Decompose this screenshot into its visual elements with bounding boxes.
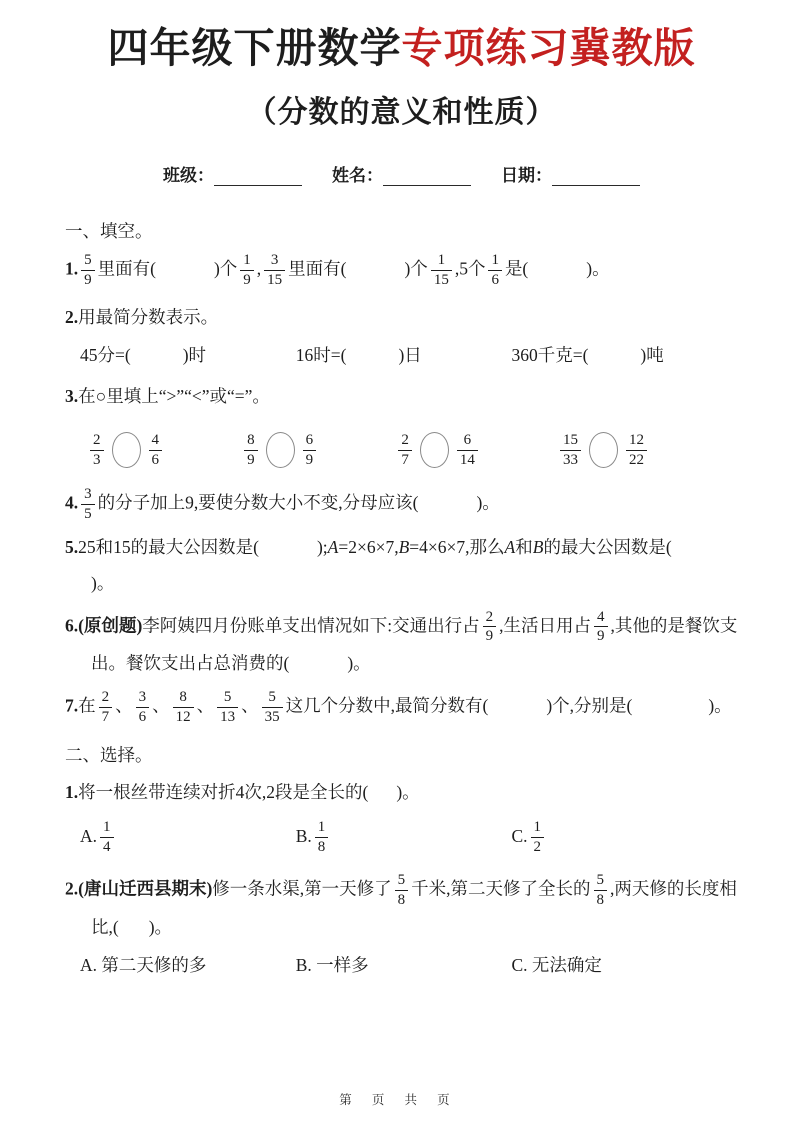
denominator: 35 — [262, 707, 283, 727]
numerator: 2 — [101, 688, 110, 705]
numerator: 5 — [397, 872, 406, 889]
numerator: 5 — [84, 252, 92, 269]
fraction — [594, 871, 608, 910]
numerator: 12 — [628, 432, 644, 449]
row-item: 45分=( )时 — [80, 344, 207, 365]
numerator: 4 — [151, 432, 159, 449]
fraction — [81, 251, 95, 290]
row-item: C. 无法确定 — [511, 954, 602, 975]
denominator: 9 — [81, 270, 95, 290]
page-title — [65, 24, 738, 73]
fraction — [560, 431, 581, 470]
question-s1-2: 2.用最简分数表示。 — [65, 306, 219, 327]
row-item — [395, 425, 481, 475]
question-s1-7: 7.在 $\frac{2}{7}$ 、 $\frac{3}{6}$ 、 $\frac{8}{12}$ 、 $\frac{5}{13}$ 、 $\frac{5}{35}$ 这几个分数中,最简分数有( )个,分别是( )。 — [65, 688, 732, 725]
denominator: 8 — [395, 890, 409, 910]
fraction — [626, 431, 647, 470]
section-1-heading: 一、填空。 — [65, 221, 153, 242]
numerator: 15 — [562, 432, 578, 449]
row-item: A. 第二天修的多 — [80, 954, 207, 975]
numerator: 5 — [223, 688, 232, 705]
italic-variable: A — [327, 536, 339, 557]
numerator: 2 — [485, 608, 494, 625]
denominator: 3 — [90, 450, 104, 470]
row-item: B. $\frac{1}{8}$ — [296, 813, 512, 861]
numerator: 2 — [93, 432, 101, 449]
fraction — [531, 818, 545, 857]
italic-variable: A — [504, 536, 516, 557]
fraction — [483, 608, 497, 647]
student-info-row — [65, 161, 738, 186]
denominator: 9 — [594, 626, 608, 646]
fraction — [244, 431, 258, 470]
denominator: 12 — [173, 707, 194, 727]
numerator: 1 — [491, 252, 499, 269]
row-item: C. $\frac{1}{2}$ — [511, 813, 738, 861]
denominator: 4 — [100, 837, 114, 857]
denominator: 6 — [136, 707, 150, 727]
bold-text: 3. — [65, 386, 79, 407]
question-s1-6: 6.(原创题)李阿姨四月份账单支出情况如下:交通出行占 $\frac{2}{9}$ ,生活日用占 $\frac{4}{9}$ ,其他的是餐饮支出。餐饮支出占总消费的( )。 — [65, 608, 738, 674]
italic-variable: B — [532, 536, 544, 557]
write-in-line — [214, 167, 302, 186]
page-footer: 第 页 共 页 — [339, 1093, 454, 1107]
question-s2-2: 2.(唐山迁西县期末)修一条水渠,第一天修了 $\frac{5}{8}$ 千米,第二天修了全长的 $\frac{5}{8}$ ,两天修的长度相比,( )。 — [65, 872, 737, 937]
fraction — [136, 688, 150, 727]
fraction — [488, 251, 502, 290]
bold-text: 6.(原创题) — [65, 614, 143, 635]
comparison-circle-field — [266, 432, 295, 468]
comparison-circle-field — [589, 432, 618, 468]
comparison-circle-field — [112, 432, 141, 468]
numerator: 5 — [596, 872, 605, 889]
denominator: 9 — [244, 450, 258, 470]
fraction — [315, 818, 329, 857]
bold-text: 7. — [65, 695, 79, 716]
comparison-circle-field — [420, 432, 449, 468]
bold-text: 5. — [65, 536, 79, 557]
bold-text: 1. — [65, 258, 79, 279]
denominator: 7 — [99, 707, 113, 727]
numerator: 8 — [179, 688, 187, 705]
fraction — [594, 608, 608, 647]
write-in-line — [552, 167, 640, 186]
row-item: 16时=( )日 — [295, 344, 422, 365]
row-item: 360千克=( )吨 — [511, 344, 664, 365]
question-s1-1: 1. $\frac{5}{9}$ 里面有( )个 $\frac{1}{9}$ , $\frac{3}{15}$ 里面有( )个 $\frac{1}{15}$ ,5个 $\frac{1}{6}$ 是( )。 — [65, 252, 610, 288]
denominator: 14 — [457, 450, 478, 470]
denominator: 13 — [217, 707, 238, 727]
numerator: 1 — [103, 819, 111, 836]
numerator: 3 — [84, 486, 92, 503]
fraction — [81, 485, 95, 524]
fraction — [240, 251, 254, 290]
question-s1-3: 3.在○里填上“>”“<”或“=”。 — [65, 386, 270, 407]
fraction — [431, 251, 452, 290]
italic-variable: B — [398, 536, 410, 557]
denominator: 9 — [303, 450, 317, 470]
numerator: 8 — [247, 432, 255, 449]
denominator: 9 — [483, 626, 497, 646]
row-item: 日期： — [501, 161, 640, 186]
bold-text: 2.(唐山迁西县期末) — [65, 878, 213, 899]
row-item — [557, 425, 650, 475]
denominator: 15 — [431, 270, 452, 290]
write-in-line — [383, 167, 471, 186]
fraction — [262, 688, 283, 727]
fraction — [457, 431, 478, 470]
numerator: 6 — [463, 432, 472, 449]
numerator: 1 — [243, 252, 251, 269]
numerator: 5 — [268, 688, 276, 705]
denominator: 8 — [594, 890, 608, 910]
unit-conversion-row — [80, 338, 738, 374]
bold-text: 4. — [65, 492, 79, 513]
denominator: 15 — [264, 270, 285, 290]
numerator: 1 — [317, 819, 326, 836]
fraction — [264, 251, 285, 290]
numerator: 1 — [437, 252, 446, 269]
fraction — [149, 431, 163, 470]
choices-s2-2 — [80, 948, 738, 984]
denominator: 6 — [488, 270, 502, 290]
question-s1-5: 5.25和15的最大公因数是( );A=2×6×7,B=4×6×7,那么A和B的最大公因数是()。 — [65, 536, 672, 593]
row-item: B. 一样多 — [295, 954, 369, 975]
bold-text: 1. — [65, 782, 79, 803]
fraction — [398, 431, 412, 470]
row-item: 姓名： — [332, 161, 471, 186]
row-item: A. $\frac{1}{4}$ — [80, 813, 296, 861]
fraction-comparison-row — [87, 425, 650, 475]
denominator: 5 — [81, 504, 95, 524]
bold-text: 2. — [65, 306, 79, 327]
numerator: 6 — [305, 432, 314, 449]
fraction — [217, 688, 238, 727]
denominator: 33 — [560, 450, 581, 470]
page-subtitle: （分数的意义和性质） — [246, 96, 557, 130]
numerator: 2 — [401, 432, 409, 449]
row-item — [241, 425, 319, 475]
page-title-main: 四年级下册数学 — [107, 25, 402, 71]
denominator: 2 — [531, 837, 545, 857]
numerator: 3 — [138, 688, 147, 705]
fraction — [90, 431, 104, 470]
denominator: 8 — [315, 837, 329, 857]
question-s2-1: 1.将一根丝带连续对折4次,2段是全长的( )。 — [65, 782, 420, 803]
page-title-edition: 专项练习冀教版 — [401, 25, 696, 71]
denominator: 7 — [398, 450, 412, 470]
fraction — [395, 871, 409, 910]
fraction — [99, 688, 113, 727]
section-2-heading: 二、选择。 — [65, 745, 153, 766]
fraction — [303, 431, 317, 470]
numerator: 3 — [270, 252, 279, 269]
row-item: 班级： — [163, 161, 302, 186]
denominator: 9 — [240, 270, 254, 290]
choices-s2-1 — [80, 813, 738, 861]
row-item — [87, 425, 165, 475]
question-s1-4: 4. $\frac{3}{5}$ 的分子加上9,要使分数大小不变,分母应该( )。 — [65, 486, 500, 523]
numerator: 4 — [597, 608, 605, 625]
denominator: 22 — [626, 450, 647, 470]
denominator: 6 — [149, 450, 163, 470]
fraction — [100, 818, 114, 857]
numerator: 1 — [533, 819, 542, 836]
fraction — [173, 688, 194, 727]
